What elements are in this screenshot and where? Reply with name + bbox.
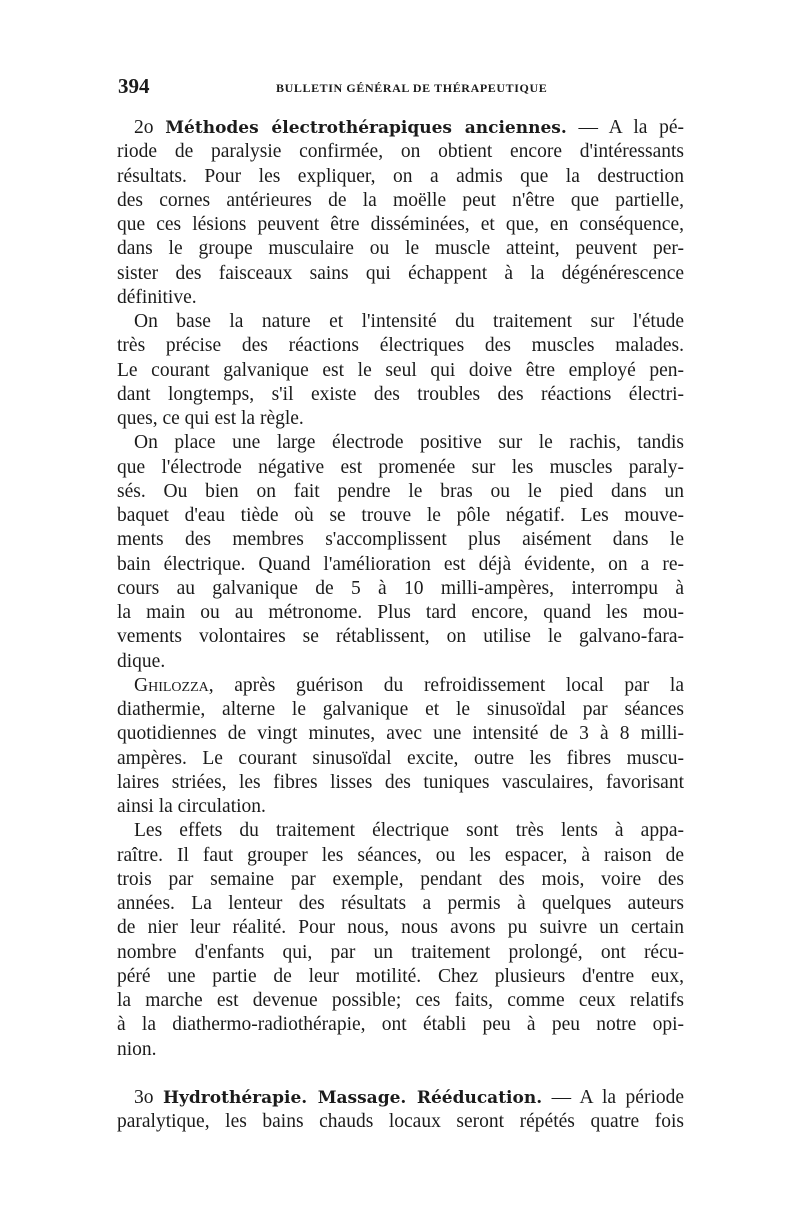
paragraph-line: On base la nature et l'intensité du traitement sur l'étude <box>134 311 684 332</box>
paragraph-line: bain électrique. Quand l'amélioration est déjà évidente, on a re- <box>117 553 684 575</box>
section-gap <box>117 1062 684 1086</box>
paragraph-line: Le courant galvanique est le seul qui doive être employé pen- <box>117 359 684 381</box>
paragraph-line: laires striées, les fibres lisses des tuniques vasculaires, favorisant <box>117 771 684 793</box>
paragraph-line: sister des faisceaux sains qui échappent à la dégénérescence <box>117 262 684 284</box>
paragraph-line: raître. Il faut grouper les séances, ou les espacer, à raison de <box>117 844 684 866</box>
paragraph-line: de nier leur réalité. Pour nous, nous avons pu suivre un certain <box>117 917 684 939</box>
paragraph-line: Les effets du traitement électrique sont très lents à appa- <box>134 820 684 842</box>
paragraph-line: résultats. Pour les expliquer, on a admis que la destruction <box>117 165 684 187</box>
paragraph-line: des cornes antérieures de la moëlle peut n'être que partielle, <box>117 189 684 211</box>
paragraph-line: nombre d'enfants qui, par un traitement prolongé, ont récu- <box>117 941 684 963</box>
section-heading-3 <box>117 1086 684 1110</box>
section-title-tail: — A la pé- <box>578 117 685 138</box>
paragraph-line: dans le groupe musculaire ou le muscle atteint, peuvent per- <box>117 238 684 260</box>
section-number: 3o <box>134 1086 154 1108</box>
paragraph-line: dique. <box>117 650 166 672</box>
paragraph-line: la main ou au métronome. Plus tard encore, quand les mou- <box>117 602 684 623</box>
paragraph-line: très précise des réactions électriques des muscles malades. <box>117 335 684 357</box>
paragraph-line: quotidiennes de vingt minutes, avec une intensité de 3 à 8 milli- <box>117 723 684 745</box>
paragraph-line: ments des membres s'accomplissent plus aisément dans le <box>117 529 684 551</box>
paragraph-line: baquet d'eau tiède où se trouve le pôle négatif. Les mouve- <box>117 505 684 526</box>
section-title: Méthodes électrothérapiques anciennes. <box>165 118 567 138</box>
paragraph-line: diathermie, alterne le galvanique et le sinusoïdal par séances <box>117 699 684 720</box>
page-number: 394 <box>118 74 150 98</box>
paragraph-line: ques, ce qui est la règle. <box>117 408 304 429</box>
page-header <box>118 74 683 100</box>
paragraph-line: que ces lésions peuvent être disséminées, et que, en conséquence, <box>117 214 684 235</box>
author-name: Ghilozza, <box>134 674 214 696</box>
section-number: 2o <box>134 117 154 138</box>
paragraph-line: vements volontaires se rétablissent, on utilise le galvano-fara- <box>117 626 684 648</box>
paragraph-line: ampères. Le courant sinusoïdal excite, outre les fibres muscu- <box>117 747 684 769</box>
paragraph-line: nion. <box>117 1038 157 1060</box>
paragraph-line: On place une large électrode positive sur le rachis, tandis <box>134 432 684 454</box>
paragraph-line: sés. Ou bien on fait pendre le bras ou le pied dans un <box>117 480 684 502</box>
paragraph-line: cours au galvanique de 5 à 10 milli-ampères, interrompu à <box>117 577 684 599</box>
paragraph-line: dant longtemps, s'il existe des troubles des réactions électri- <box>117 383 684 405</box>
paragraph-line <box>117 674 684 698</box>
section-heading-2 <box>117 116 684 140</box>
paragraph-line: définitive. <box>117 286 197 308</box>
paragraph-line: à la diathermo-radiothérapie, ont établi peu à peu notre opi- <box>117 1014 684 1036</box>
paragraph-line: que l'électrode négative est promenée sur les muscles paraly- <box>117 456 684 478</box>
paragraph-line: la marche est devenue possible; ces faits, comme ceux relatifs <box>117 990 684 1011</box>
section-title: Hydrothérapie. Massage. Rééducation. <box>162 1087 543 1108</box>
section-title-tail: — A la période <box>551 1086 685 1108</box>
paragraph-line: riode de paralysie confirmée, on obtient encore d'intéressants <box>117 141 684 163</box>
paragraph-line-rest: après guérison du refroidissement local par la <box>234 674 684 696</box>
running-title: BULLETIN GÉNÉRAL DE THÉRAPEUTIQUE <box>276 81 548 95</box>
paragraph-line: trois par semaine par exemple, pendant des mois, voire des <box>117 868 684 890</box>
paragraph-line: ainsi la circulation. <box>117 796 266 817</box>
paragraph-line: paralytique, les bains chauds locaux seront répétés quatre fois <box>117 1111 684 1132</box>
paragraph-line: années. La lenteur des résultats a permis à quelques auteurs <box>117 893 684 914</box>
paragraph-line: péré une partie de leur motilité. Chez plusieurs d'entre eux, <box>117 965 684 987</box>
body-text <box>117 116 684 1134</box>
